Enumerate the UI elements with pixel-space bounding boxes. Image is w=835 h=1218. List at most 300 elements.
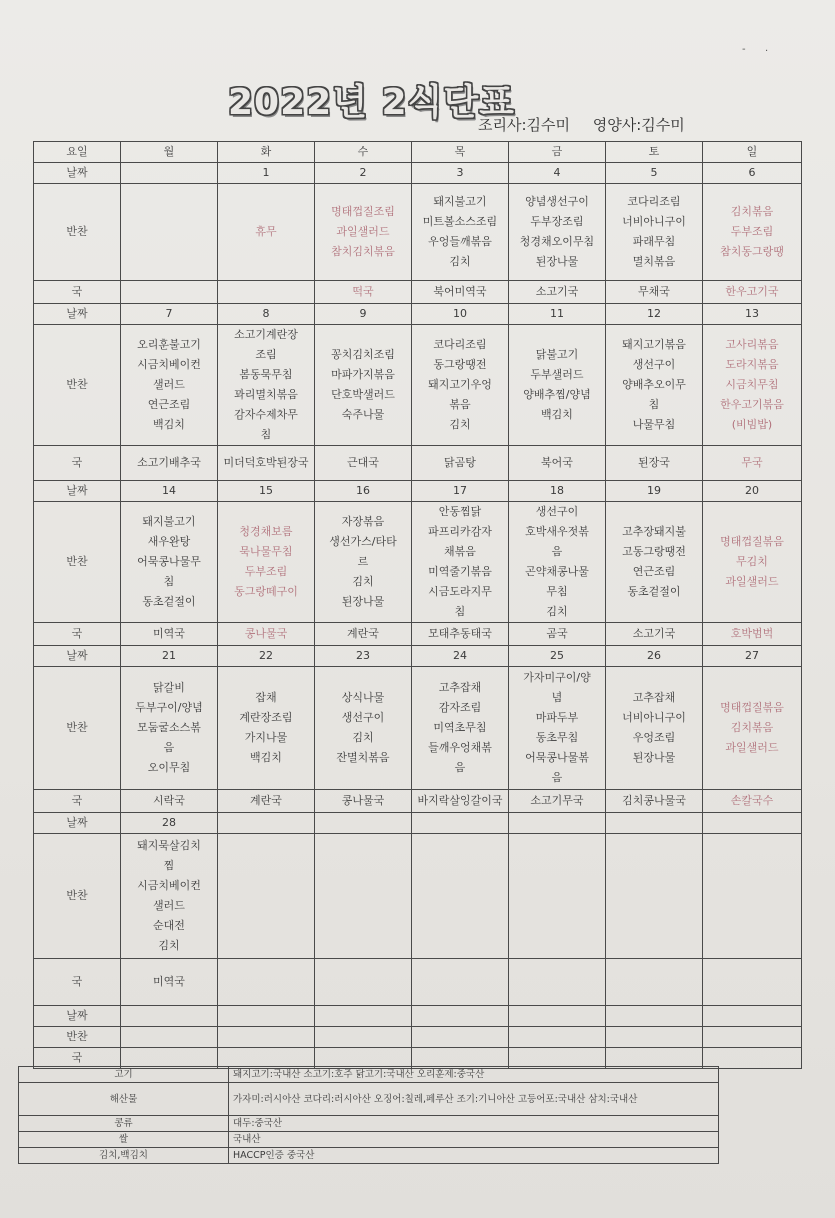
date-cell: 26 [606,646,703,667]
dish-item: 미역초무침 [433,721,487,734]
soup-cell: 북어미역국 [412,281,509,304]
dish-item: 침 [648,398,660,411]
dish-item: 백김치 [153,418,185,431]
side-dish-cell [509,502,606,623]
side-label: 반찬 [34,834,121,959]
soup-cell: 모태추동태국 [412,623,509,646]
origin-key: 해산물 [19,1083,229,1116]
dish-item: 김치 [352,575,374,588]
date-cell: 28 [121,813,218,834]
dish-item: 돼지묵살김치 [137,839,201,852]
date-cell: 12 [606,304,703,325]
dish-item: 김치 [352,731,374,744]
empty-cell [703,1027,802,1048]
side-dish-cell [315,184,412,281]
dish-item: 우엉들깨볶음 [428,235,492,248]
side-dish-cell [121,184,218,281]
date-label: 날짜 [34,304,121,325]
empty-cell [509,1006,606,1027]
dish-item: 계란장조림 [239,711,293,724]
dish-item: 샐러드 [153,899,185,912]
origin-row [19,1116,719,1132]
date-cell: 14 [121,481,218,502]
dish-item: 동초겉절이 [142,595,196,608]
origin-value: HACCP인증 중국산 [229,1148,719,1164]
day-header: 금 [509,142,606,163]
dish-item: 우엉조림 [632,731,676,744]
dish-item: 미역줄기볶음 [428,565,492,578]
dish-item: 음 [551,771,563,784]
dish-item: 한우고기볶음 [720,398,784,411]
date-cell: 5 [606,163,703,184]
dish-item: 두부조림 [730,225,774,238]
dish-item: 꽈리멸치볶음 [234,388,298,401]
soup-cell: 닭곰탕 [412,446,509,481]
dish-item: 오리훈불고기 [137,338,201,351]
empty-cell [121,1027,218,1048]
speck: - [742,44,746,55]
dish-item: 연근조림 [147,398,191,411]
dish-item: 김치 [546,605,568,618]
date-cell: 13 [703,304,802,325]
date-cell: 15 [218,481,315,502]
dish-item: 휴무 [255,225,277,238]
date-cell [509,813,606,834]
dish-item: 시금치베이컨 [137,879,201,892]
dish-item: 동초무침 [535,731,579,744]
side-dish-row [34,184,802,281]
date-cell: 7 [121,304,218,325]
dish-item: 너비아니구이 [622,711,686,724]
day-header: 토 [606,142,703,163]
dish-item: 참치동그랑땡 [720,245,784,258]
dish-item: 채볶음 [444,545,476,558]
date-row [34,646,802,667]
date-row [34,813,802,834]
dish-item: 명태껍질볶음 [720,701,784,714]
soup-row [34,446,802,481]
dish-item: 생선구이 [341,711,385,724]
dish-item: 고추잡채 [632,691,676,704]
soup-cell: 계란국 [315,623,412,646]
side-label: 반찬 [34,184,121,281]
dish-item: 김치 [449,255,471,268]
dish-item: 나물무침 [632,418,676,431]
soup-cell: 미더덕호박된장국 [218,446,315,481]
soup-cell: 미역국 [121,959,218,1006]
date-cell [703,813,802,834]
dish-item: 마파두부 [535,711,579,724]
date-cell [218,813,315,834]
dish-item: 음 [454,761,466,774]
soup-label: 국 [34,281,121,304]
dish-item: 호박새우젓볶 [525,525,589,538]
side-dish-cell [218,325,315,446]
side-label: 반찬 [34,1027,121,1048]
side-dish-cell [606,667,703,790]
dish-item: 생선구이 [535,505,579,518]
empty-cell [218,1027,315,1048]
dish-item: 시금치무침 [725,378,779,391]
dish-item: 된장나물 [632,751,676,764]
soup-label: 국 [34,959,121,1006]
soup-cell: 북어국 [509,446,606,481]
origin-row [19,1067,719,1083]
dish-item: 생선구이 [632,358,676,371]
dish-item: 백김치 [541,408,573,421]
day-label: 요일 [34,142,121,163]
empty-cell [315,1006,412,1027]
soup-cell: 시락국 [121,790,218,813]
side-dish-cell [703,184,802,281]
soup-cell [703,959,802,1006]
soup-cell: 무국 [703,446,802,481]
soup-cell [606,959,703,1006]
side-dish-cell [315,325,412,446]
dish-item: 고사리볶음 [725,338,779,351]
dish-item: 샐러드 [153,378,185,391]
soup-cell: 된장국 [606,446,703,481]
soup-cell [218,959,315,1006]
date-label: 날짜 [34,481,121,502]
dish-item: 양배추찜/양념 [523,388,591,401]
origin-value: 가자미:러시아산 코다리:러시아산 오징어:칠레,페루산 조기:기니아산 고등어포:국내산 삼치:국내산 [229,1083,719,1116]
menu-table [33,141,802,1069]
dish-item: 르 [357,555,369,568]
dish-item: 두부구이/양념 [135,701,203,714]
side-dish-cell [703,502,802,623]
dish-item: 고동그랑땡전 [622,545,686,558]
empty-cell [218,1006,315,1027]
side-dish-cell [121,667,218,790]
dish-item: 잔멸치볶음 [336,751,390,764]
origin-key: 쌀 [19,1132,229,1148]
dish-item: 생선가스/타타 [329,535,397,548]
date-cell [315,813,412,834]
side-dish-cell [412,184,509,281]
origin-value: 국내산 [229,1132,719,1148]
side-dish-cell [509,325,606,446]
soup-cell [121,281,218,304]
dish-item: 너비아니구이 [622,215,686,228]
dish-item: 도라지볶음 [725,358,779,371]
dish-item: 어묵콩나물무 [137,555,201,568]
origin-table [18,1066,719,1164]
soup-cell: 콩나물국 [315,790,412,813]
side-label: 반찬 [34,325,121,446]
dish-item: 두부장조림 [530,215,584,228]
dish-item: 과일샐러드 [725,575,779,588]
date-cell: 20 [703,481,802,502]
staff-line [478,114,703,135]
side-dish-cell [606,502,703,623]
dish-item: 들깨우엉채볶 [428,741,492,754]
dish-item: 감자조림 [438,701,482,714]
dish-item: 순대전 [153,919,185,932]
date-cell: 27 [703,646,802,667]
dish-item: 상식나물 [341,691,385,704]
date-cell: 23 [315,646,412,667]
side-dish-cell [703,834,802,959]
date-cell: 22 [218,646,315,667]
date-cell [412,813,509,834]
dish-item: 과일샐러드 [336,225,390,238]
dish-item: 묵나물무침 [239,545,293,558]
soup-row [34,959,802,1006]
side-dish-cell [703,667,802,790]
dish-item: 모둠굴소스볶 [137,721,201,734]
side-dish-cell [412,325,509,446]
date-row [34,163,802,184]
date-cell: 1 [218,163,315,184]
soup-label: 국 [34,623,121,646]
dish-item: 명태껍질볶음 [720,535,784,548]
soup-label: 국 [34,1048,121,1069]
dish-item: 곤약채콩나물 [525,565,589,578]
date-cell: 25 [509,646,606,667]
dish-item: 음 [551,545,563,558]
soup-cell: 계란국 [218,790,315,813]
dish-item: 침 [454,605,466,618]
dish-item: 김치 [158,939,180,952]
soup-cell: 근대국 [315,446,412,481]
soup-cell: 미역국 [121,623,218,646]
dish-item: 가자미구이/양 [523,671,591,684]
empty-cell [315,1027,412,1048]
origin-row [19,1083,719,1116]
dish-item: 침 [260,428,272,441]
dish-item: 된장나물 [341,595,385,608]
dish-item: 닭불고기 [535,348,579,361]
date-cell: 18 [509,481,606,502]
empty-cell [412,1027,509,1048]
soup-cell: 손칼국수 [703,790,802,813]
dish-item: 소고기계란장 [234,328,298,341]
soup-cell: 소고기배추국 [121,446,218,481]
dish-item: 고추잡채 [438,681,482,694]
origin-key: 김치,백김치 [19,1148,229,1164]
soup-cell: 곰국 [509,623,606,646]
cook-name: 조리사:김수미 [478,116,570,134]
dish-item: 양배추오이무 [622,378,686,391]
side-dish-cell [606,184,703,281]
side-dish-cell [509,184,606,281]
date-label: 날짜 [34,646,121,667]
dish-item: 시금도라지무 [428,585,492,598]
soup-cell [509,959,606,1006]
empty-row [34,1006,802,1027]
soup-row [34,790,802,813]
date-cell: 4 [509,163,606,184]
soup-cell: 무채국 [606,281,703,304]
soup-row [34,623,802,646]
side-label: 반찬 [34,502,121,623]
date-cell: 19 [606,481,703,502]
soup-cell: 소고기국 [606,623,703,646]
date-cell: 10 [412,304,509,325]
soup-cell: 김치콩나물국 [606,790,703,813]
dish-item: 코다리조림 [433,338,487,351]
soup-cell [218,281,315,304]
page-title: 2022년 2식단표 [228,82,515,123]
empty-row [34,1027,802,1048]
day-header: 월 [121,142,218,163]
speck: · [765,46,769,57]
side-dish-cell [315,502,412,623]
empty-cell [412,1006,509,1027]
origin-key: 고기 [19,1067,229,1083]
dish-item: 백김치 [250,751,282,764]
dish-item: (비빔밥) [731,418,773,431]
dish-item: 어묵콩나물볶 [525,751,589,764]
dish-item: 자장볶음 [341,515,385,528]
side-dish-row [34,325,802,446]
origin-value: 돼지고기:국내산 소고기:호주 닭고기:국내산 오리훈제:중국산 [229,1067,719,1083]
side-dish-row [34,502,802,623]
dish-item: 돼지고기우엉 [428,378,492,391]
date-cell: 6 [703,163,802,184]
day-header: 수 [315,142,412,163]
date-cell: 17 [412,481,509,502]
dish-item: 무김치 [736,555,768,568]
dish-item: 미트볼소스조림 [422,215,498,228]
dish-item: 양념생선구이 [525,195,589,208]
side-dish-cell [121,325,218,446]
dish-item: 두부조림 [244,565,288,578]
soup-cell: 호박범벅 [703,623,802,646]
dish-item: 동그랑떼구이 [234,585,298,598]
date-cell: 16 [315,481,412,502]
dish-item: 과일샐러드 [725,741,779,754]
dish-item: 김치볶음 [730,205,774,218]
day-header: 일 [703,142,802,163]
date-cell: 24 [412,646,509,667]
side-dish-cell [703,325,802,446]
soup-cell: 소고기국 [509,281,606,304]
dish-item: 새우완탕 [147,535,191,548]
dish-item: 멸치볶음 [632,255,676,268]
nutritionist-name: 영양사:김수미 [592,116,685,134]
dish-item: 명태껍질조림 [331,205,395,218]
soup-label: 국 [34,790,121,813]
dish-item: 가지나물 [244,731,288,744]
dish-item: 김치 [449,418,471,431]
dish-item: 봄동묵무침 [239,368,293,381]
dish-item: 김치볶음 [730,721,774,734]
dish-item: 돼지불고기 [142,515,196,528]
dish-item: 숙주나물 [341,408,385,421]
dish-item: 두부샐러드 [530,368,584,381]
dish-item: 꽁치김치조림 [331,348,395,361]
date-cell: 9 [315,304,412,325]
side-dish-cell [218,184,315,281]
empty-cell [606,1027,703,1048]
dish-item: 볶음 [449,398,471,411]
side-dish-cell [218,502,315,623]
date-cell: 3 [412,163,509,184]
soup-cell: 바지락살잉갈이국 [412,790,509,813]
origin-value: 대두:중국산 [229,1116,719,1132]
dish-item: 청경채보름 [239,525,293,538]
dish-item: 음 [163,741,175,754]
dish-item: 조림 [255,348,277,361]
side-dish-cell [218,834,315,959]
dish-item: 침 [163,575,175,588]
side-dish-cell [121,502,218,623]
dish-item: 참치김치볶음 [331,245,395,258]
origin-row [19,1132,719,1148]
date-cell: 11 [509,304,606,325]
date-row [34,481,802,502]
empty-cell [121,1006,218,1027]
dish-item: 돼지고기볶음 [622,338,686,351]
dish-item: 고추장돼지불 [622,525,686,538]
dish-item: 청경채오이무침 [519,235,595,248]
side-dish-row [34,667,802,790]
dish-item: 단호박샐러드 [331,388,395,401]
date-cell [121,163,218,184]
dish-item: 시금치베이컨 [137,358,201,371]
soup-cell [315,959,412,1006]
empty-cell [703,1006,802,1027]
date-label: 날짜 [34,1006,121,1027]
side-dish-cell [412,667,509,790]
dish-item: 연근조림 [632,565,676,578]
side-dish-cell [412,502,509,623]
side-dish-cell [606,834,703,959]
dish-item: 감자수제차무 [234,408,298,421]
date-label: 날짜 [34,813,121,834]
dish-item: 념 [551,691,563,704]
dish-item: 닭갈비 [153,681,185,694]
date-cell: 21 [121,646,218,667]
origin-row [19,1148,719,1164]
soup-cell: 콩나물국 [218,623,315,646]
side-dish-cell [315,834,412,959]
side-dish-row [34,834,802,959]
side-dish-cell [315,667,412,790]
side-dish-cell [412,834,509,959]
origin-key: 콩류 [19,1116,229,1132]
soup-cell [412,959,509,1006]
side-dish-cell [218,667,315,790]
dish-item: 코다리조림 [627,195,681,208]
side-dish-cell [121,834,218,959]
dish-item: 무침 [546,585,568,598]
date-cell [606,813,703,834]
soup-row [34,281,802,304]
day-header-row [34,142,802,163]
dish-item: 마파가지볶음 [331,368,395,381]
soup-cell: 소고기무국 [509,790,606,813]
side-dish-cell [606,325,703,446]
soup-cell: 떡국 [315,281,412,304]
date-cell: 8 [218,304,315,325]
empty-cell [606,1006,703,1027]
dish-item: 된장나물 [535,255,579,268]
side-dish-cell [509,834,606,959]
side-label: 반찬 [34,667,121,790]
date-row [34,304,802,325]
soup-cell: 한우고기국 [703,281,802,304]
date-label: 날짜 [34,163,121,184]
dish-item: 안동찜닭 [438,505,482,518]
dish-item: 파프리카감자 [428,525,492,538]
dish-item: 오이무침 [147,761,191,774]
day-header: 화 [218,142,315,163]
dish-item: 잡채 [255,691,277,704]
empty-cell [509,1027,606,1048]
